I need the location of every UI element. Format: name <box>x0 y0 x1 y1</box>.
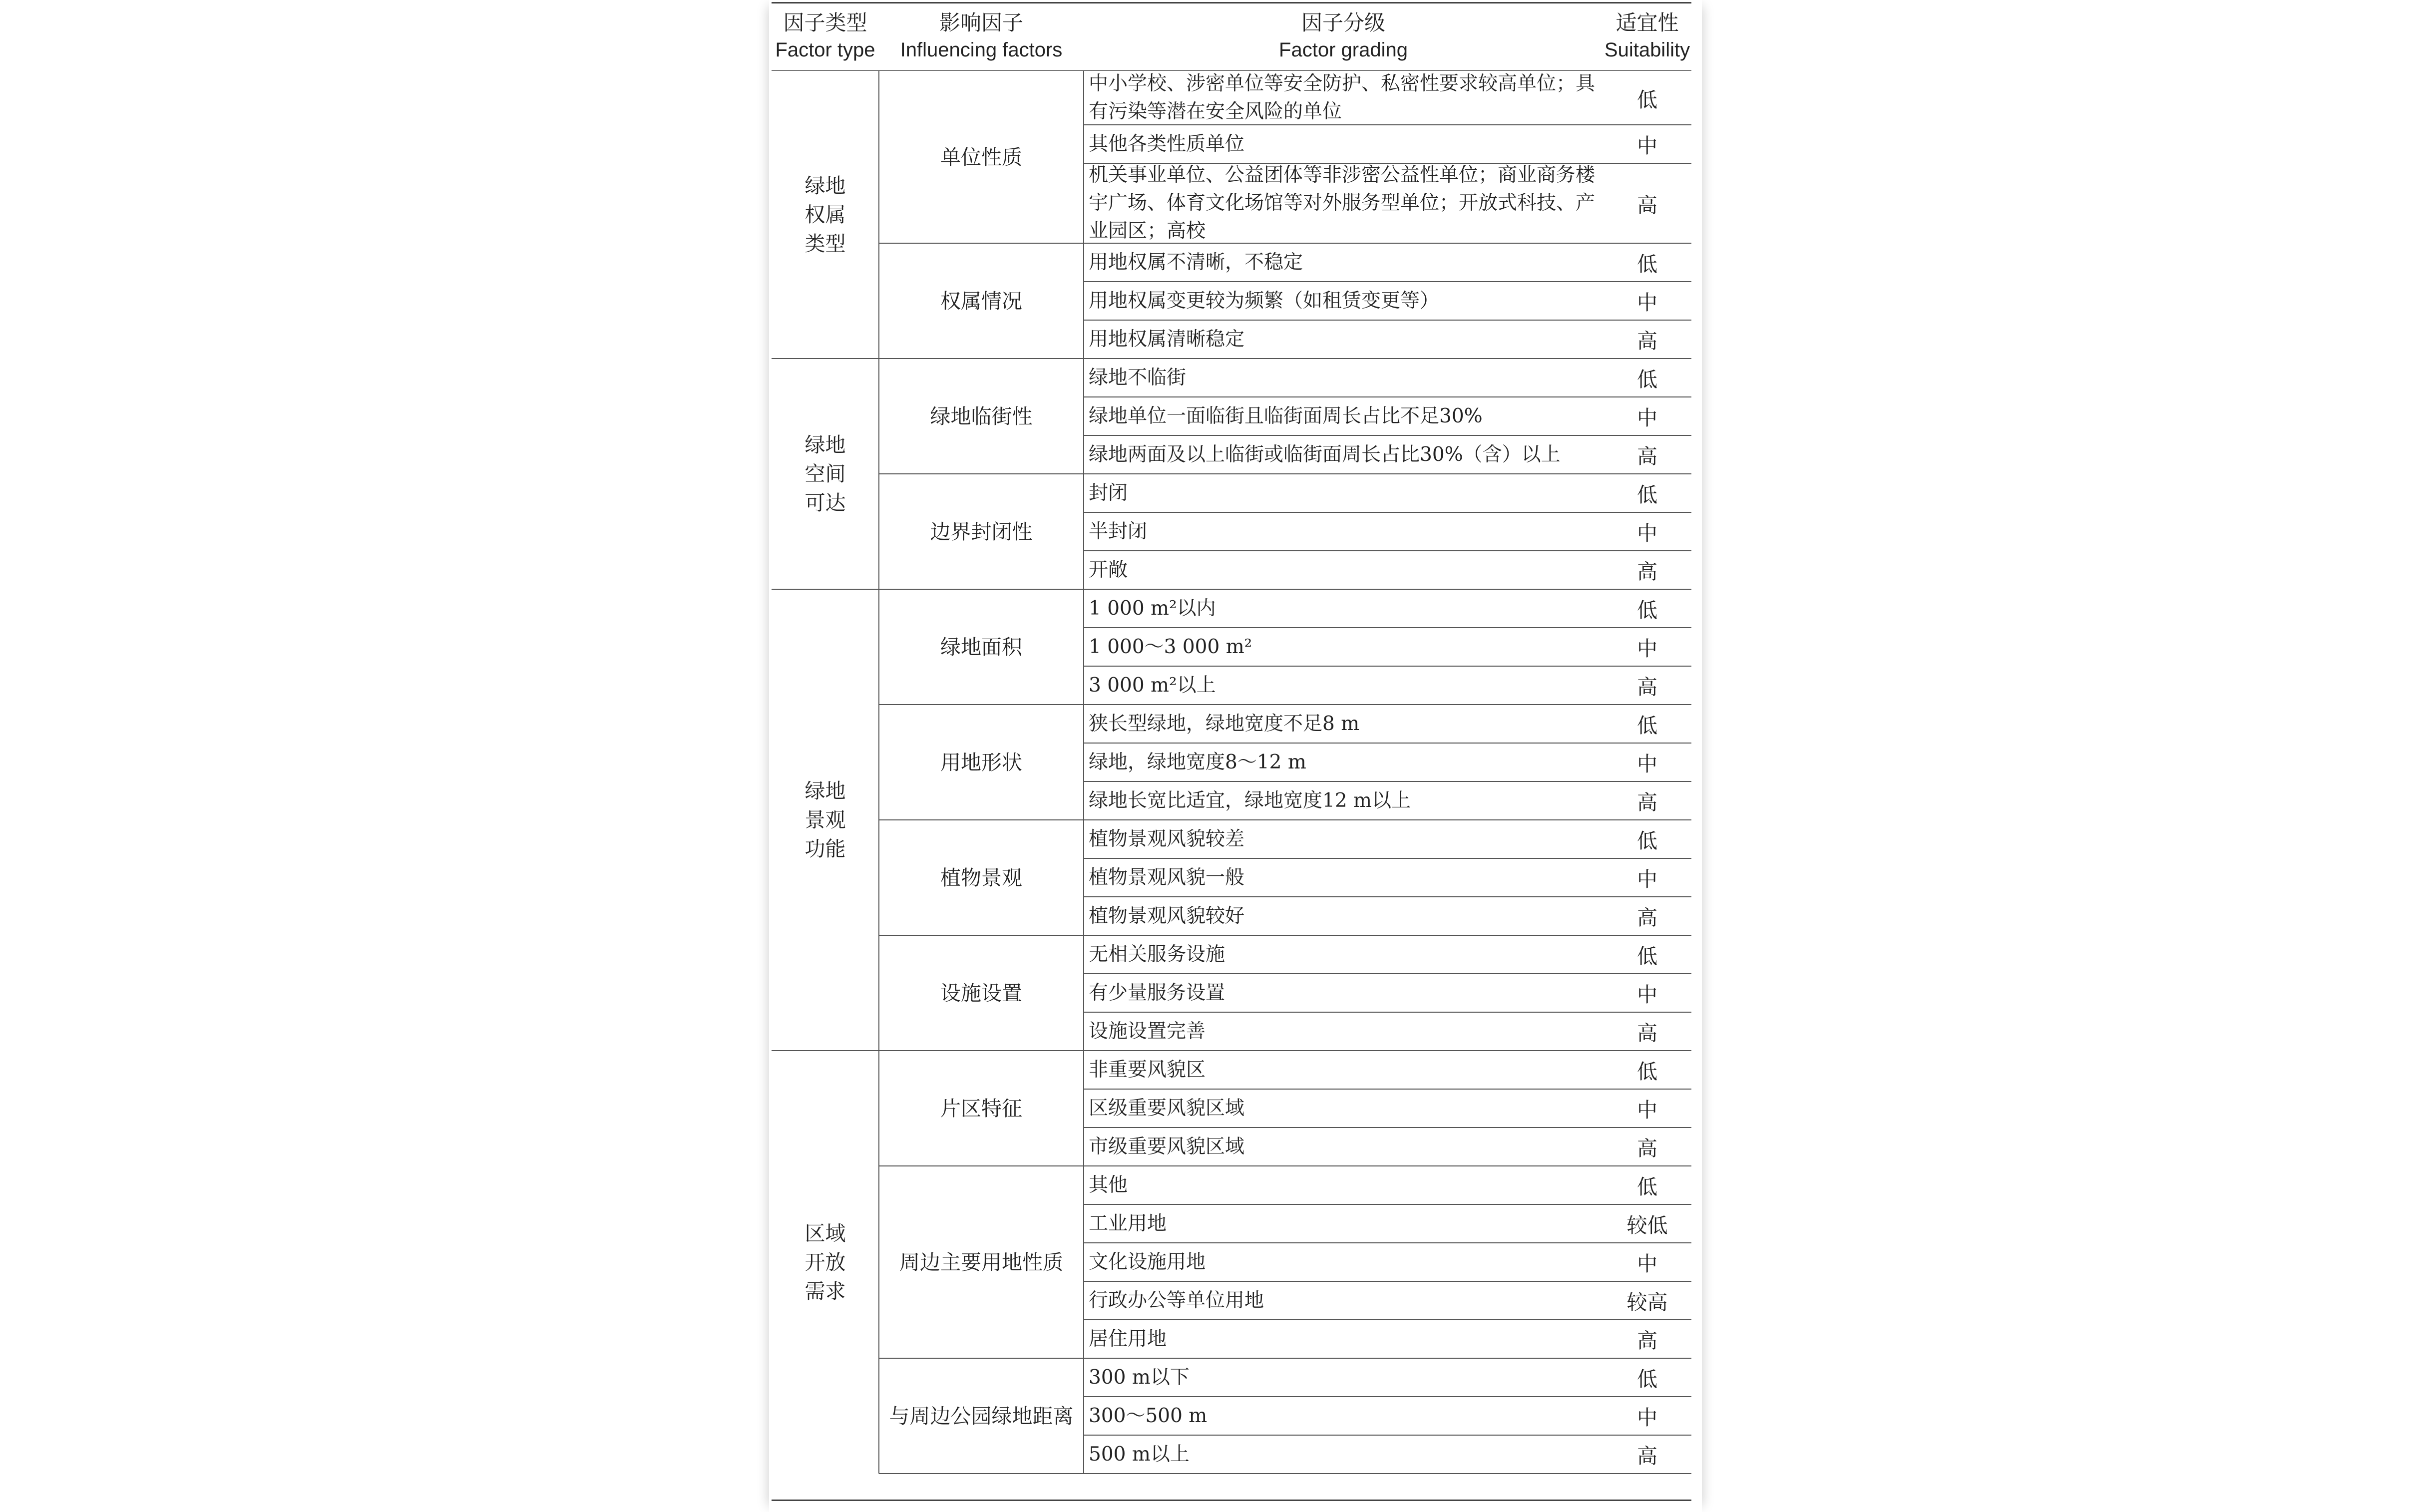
factor-grading-cell <box>1084 320 1603 359</box>
factor-grading-cell <box>1084 1397 1603 1435</box>
factor-grading-text: 植物景观风貌一般 <box>1089 866 1245 889</box>
factor-grading-cell <box>1084 282 1603 320</box>
suitability-cell: 高 <box>1637 1329 1657 1353</box>
factor-grading-cell <box>1084 974 1603 1012</box>
factor-grading-cell <box>1084 435 1603 474</box>
suitability-cell: 低 <box>1637 483 1657 507</box>
influencing-factor-cell <box>879 705 1084 820</box>
factor-grading-cell <box>1084 1281 1603 1320</box>
suitability-cell: 中 <box>1637 1098 1657 1122</box>
factor-grading-text: 用地权属清晰稳定 <box>1089 328 1245 351</box>
header-influencing-factors-zh: 影响因子 <box>939 10 1023 35</box>
factor-grading-cell <box>1084 1435 1603 1474</box>
header-factor-grading-en: Factor grading <box>1279 39 1408 61</box>
factor-grading-cell <box>1084 628 1603 666</box>
factor-grading-cell <box>1084 1320 1603 1358</box>
factor-grading-text: 市级重要风貌区域 <box>1089 1135 1245 1158</box>
factor-table <box>772 0 1691 1512</box>
suitability-cell: 中 <box>1637 1252 1657 1276</box>
factor-grading-text: 无相关服务设施 <box>1089 943 1225 966</box>
suitability-cell: 高 <box>1637 560 1657 584</box>
suitability-cell: 中 <box>1637 1406 1657 1430</box>
header-suitability-zh: 适宜性 <box>1615 10 1679 35</box>
suitability-cell: 高 <box>1637 675 1657 699</box>
header-influencing-factors-en: Influencing factors <box>900 39 1063 61</box>
factor-grading-cell <box>1084 705 1603 743</box>
factor-grading-text: 行政办公等单位用地 <box>1089 1289 1264 1312</box>
factor-grading-cell <box>1084 781 1603 820</box>
factor-type-cell <box>772 71 879 359</box>
factor-grading-cell <box>1084 1051 1603 1089</box>
suitability-cell: 中 <box>1637 291 1657 315</box>
suitability-cell: 高 <box>1637 329 1657 353</box>
factor-grading-cell <box>1084 71 1603 125</box>
suitability-cell: 低 <box>1637 829 1657 853</box>
factor-grading-text: 机关事业单位、公益团体等非涉密公益性单位；商业商务楼宇广场、体育文化场馆等对外服务型单位；开放式科技、产业园区；高校 <box>1089 164 1596 242</box>
header-factor-type <box>772 4 879 69</box>
table-bottom-rule <box>772 1500 1691 1501</box>
header-influencing-factors <box>879 4 1084 69</box>
factor-grading-text: 开敞 <box>1089 558 1128 581</box>
factor-grading-text: 500 m以上 <box>1089 1443 1190 1466</box>
suitability-cell: 高 <box>1637 790 1657 814</box>
factor-grading-text: 300 m以下 <box>1089 1366 1190 1389</box>
suitability-cell: 低 <box>1637 1175 1657 1199</box>
suitability-cell: 高 <box>1637 1136 1657 1160</box>
influencing-factor-cell <box>879 474 1084 589</box>
suitability-cell: 中 <box>1637 134 1657 158</box>
suitability-cell: 中 <box>1637 406 1657 430</box>
influencing-factor-label: 植物景观 <box>940 865 1022 890</box>
factor-grading-cell <box>1084 1089 1603 1128</box>
factor-grading-cell <box>1084 1243 1603 1281</box>
suitability-cell: 中 <box>1637 867 1657 891</box>
factor-grading-cell <box>1084 243 1603 282</box>
suitability-cell: 中 <box>1637 637 1657 661</box>
header-suitability <box>1603 4 1691 69</box>
factor-grading-cell <box>1084 125 1603 163</box>
suitability-cell: 中 <box>1637 983 1657 1007</box>
factor-grading-text: 用地权属变更较为频繁（如租赁变更等） <box>1089 289 1440 312</box>
suitability-cell: 较高 <box>1626 1290 1668 1314</box>
factor-grading-text: 3 000 m²以上 <box>1089 674 1216 697</box>
factor-grading-cell <box>1084 512 1603 551</box>
influencing-factor-label: 片区特征 <box>940 1096 1022 1121</box>
influencing-factor-cell <box>879 71 1084 243</box>
influencing-factor-label: 与周边公园绿地距离 <box>889 1404 1074 1428</box>
influencing-factor-label: 用地形状 <box>940 750 1022 774</box>
factor-grading-text: 半封闭 <box>1089 520 1148 543</box>
header-factor-grading <box>1084 4 1603 69</box>
factor-grading-cell <box>1084 397 1603 435</box>
factor-grading-cell <box>1084 1166 1603 1204</box>
suitability-cell: 低 <box>1637 598 1657 622</box>
factor-type-label: 绿地空间可达 <box>805 433 846 515</box>
factor-grading-cell <box>1084 163 1603 243</box>
factor-grading-text: 绿地单位一面临街且临街面周长占比不足30% <box>1089 404 1483 427</box>
factor-grading-text: 区级重要风貌区域 <box>1089 1097 1245 1120</box>
factor-grading-cell <box>1084 743 1603 781</box>
suitability-cell: 低 <box>1637 714 1657 738</box>
factor-grading-text: 狭长型绿地，绿地宽度不足8 m <box>1089 712 1360 735</box>
influencing-factor-cell <box>879 935 1084 1051</box>
factor-type-label: 绿地权属类型 <box>805 174 846 256</box>
factor-grading-text: 绿地两面及以上临街或临街面周长占比30%（含）以上 <box>1089 443 1561 466</box>
factor-grading-text: 300～500 m <box>1089 1404 1208 1427</box>
factor-type-cell <box>772 589 879 1051</box>
factor-grading-text: 非重要风貌区 <box>1089 1058 1206 1081</box>
suitability-cell: 低 <box>1637 87 1657 112</box>
influencing-factor-cell <box>879 359 1084 474</box>
header-factor-type-zh: 因子类型 <box>783 10 867 35</box>
header-factor-grading-zh: 因子分级 <box>1301 10 1385 35</box>
suitability-cell: 高 <box>1637 1444 1657 1468</box>
table-top-rule <box>772 2 1691 3</box>
suitability-cell: 低 <box>1637 1060 1657 1084</box>
factor-grading-text: 绿地，绿地宽度8～12 m <box>1089 751 1306 773</box>
factor-grading-text: 有少量服务设置 <box>1089 981 1225 1004</box>
factor-grading-text: 居住用地 <box>1089 1327 1167 1350</box>
suitability-cell: 中 <box>1637 521 1657 545</box>
factor-type-cell <box>772 359 879 589</box>
factor-grading-cell <box>1084 666 1603 705</box>
influencing-factor-cell <box>879 589 1084 705</box>
influencing-factor-cell <box>879 1051 1084 1166</box>
influencing-factor-cell <box>879 820 1084 935</box>
influencing-factor-label: 边界封闭性 <box>930 519 1033 544</box>
factor-grading-cell <box>1084 1204 1603 1243</box>
factor-grading-text: 用地权属不清晰，不稳定 <box>1089 251 1303 274</box>
factor-grading-text: 其他各类性质单位 <box>1089 132 1245 155</box>
factor-grading-text: 1 000 m²以内 <box>1089 597 1216 620</box>
influencing-factor-label: 设施设置 <box>940 981 1022 1005</box>
factor-grading-cell <box>1084 551 1603 589</box>
influencing-factor-cell <box>879 243 1084 359</box>
factor-grading-text: 1 000～3 000 m² <box>1089 635 1252 658</box>
influencing-factor-label: 绿地临街性 <box>930 404 1033 428</box>
factor-grading-cell <box>1084 474 1603 512</box>
factor-grading-text: 封闭 <box>1089 481 1128 504</box>
factor-grading-cell <box>1084 897 1603 935</box>
suitability-cell: 高 <box>1637 444 1657 468</box>
factor-grading-text: 植物景观风貌较好 <box>1089 904 1245 927</box>
factor-grading-cell <box>1084 1128 1603 1166</box>
factor-grading-cell <box>1084 935 1603 974</box>
suitability-cell: 高 <box>1637 906 1657 930</box>
factor-grading-text: 中小学校、涉密单位等安全防护、私密性要求较高单位；具有污染等潜在安全风险的单位 <box>1089 72 1596 123</box>
suitability-cell: 高 <box>1637 1021 1657 1045</box>
influencing-factor-label: 绿地面积 <box>940 635 1022 659</box>
factor-grading-text: 其他 <box>1089 1173 1128 1196</box>
influencing-factor-label: 单位性质 <box>940 145 1022 169</box>
influencing-factor-cell <box>879 1166 1084 1358</box>
influencing-factor-label: 权属情况 <box>940 289 1022 313</box>
factor-grading-cell <box>1084 820 1603 858</box>
factor-grading-cell <box>1084 1358 1603 1397</box>
suitability-cell: 较低 <box>1626 1213 1668 1237</box>
factor-type-label: 绿地景观功能 <box>805 779 846 861</box>
suitability-cell: 高 <box>1637 193 1657 217</box>
factor-grading-text: 绿地不临街 <box>1089 366 1187 389</box>
factor-grading-text: 设施设置完善 <box>1089 1020 1206 1043</box>
row-divider <box>1084 1473 1691 1474</box>
factor-type-label: 区域开放需求 <box>805 1221 846 1303</box>
factor-grading-text: 植物景观风貌较差 <box>1089 827 1245 850</box>
factor-grading-cell <box>1084 589 1603 628</box>
header-factor-type-en: Factor type <box>775 39 875 61</box>
influencing-factor-cell <box>879 1358 1084 1474</box>
factor-grading-text: 工业用地 <box>1089 1212 1167 1235</box>
suitability-cell: 低 <box>1637 252 1657 276</box>
factor-grading-cell <box>1084 1012 1603 1051</box>
factor-grading-cell <box>1084 359 1603 397</box>
suitability-cell: 低 <box>1637 1367 1657 1391</box>
factor-grading-cell <box>1084 858 1603 897</box>
suitability-cell: 低 <box>1637 944 1657 968</box>
influencing-factor-label: 周边主要用地性质 <box>899 1250 1063 1274</box>
suitability-cell: 低 <box>1637 368 1657 391</box>
header-suitability-en: Suitability <box>1604 39 1690 61</box>
factor-grading-text: 绿地长宽比适宜，绿地宽度12 m以上 <box>1089 789 1411 812</box>
suitability-cell: 中 <box>1637 752 1657 776</box>
factor-type-cell <box>772 1051 879 1474</box>
factor-grading-text: 文化设施用地 <box>1089 1250 1206 1273</box>
